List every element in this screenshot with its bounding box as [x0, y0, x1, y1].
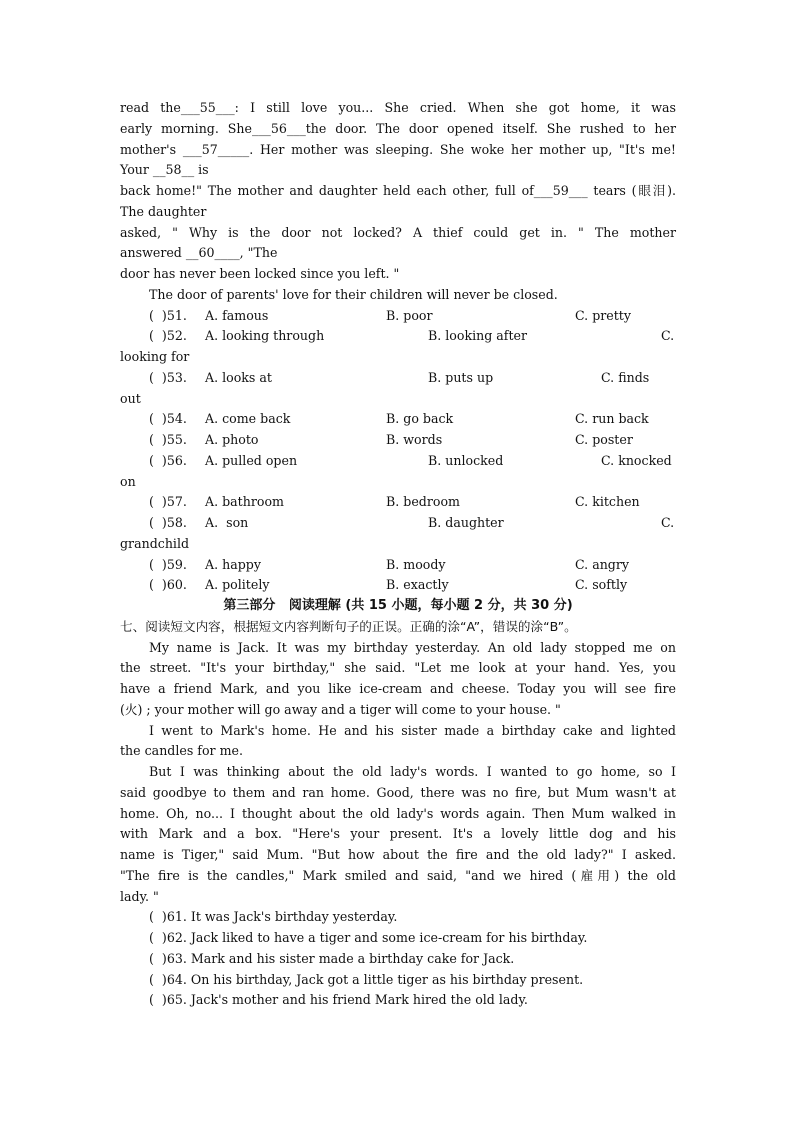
passage-line: I went to Mark's home. He and his sister made a birthday cake and lighted	[149, 722, 676, 738]
cloze-question-row	[120, 430, 676, 451]
option-c: C.	[661, 515, 675, 530]
question-number[interactable]: ( )51.	[149, 307, 187, 323]
option-a: A. pulled open	[205, 452, 298, 468]
passage-line: home. Oh, no... I thought about the old lady's words again. Then Mum walked in	[120, 805, 676, 821]
cloze-line: mother's ___57_____. Her mother was sleeping. She woke her mother up, "It's me!	[120, 141, 676, 157]
question-number[interactable]: ( )54.	[149, 411, 187, 427]
cloze-line: early morning. She___56___the door. The door opened itself. She rushed to her	[120, 120, 676, 136]
passage-line: lady. "	[120, 888, 159, 904]
passage-line: the street. "It's your birthday," she said. "Let me look at your hand. Yes, you	[120, 660, 676, 676]
passage-line: (火) ; your mother will go away and a tiger will come to your house. "	[120, 701, 561, 717]
option-b: B. poor	[386, 307, 433, 323]
option-b: B. words	[386, 432, 443, 447]
option-c: C. kitchen	[575, 494, 640, 510]
option-a: A. famous	[205, 307, 269, 323]
option-a: A. son	[205, 515, 249, 530]
cloze-question-row	[120, 451, 676, 472]
cloze-question-row	[120, 368, 676, 389]
cloze-line: read the___55___: I still love you... She cried. When she got home, it was	[120, 100, 676, 115]
option-a: A. photo	[205, 432, 259, 447]
reading-passage	[120, 638, 676, 908]
passage-line: "The fire is the candles," Mark smiled and said, "and we hired (雇用) the old	[120, 867, 676, 883]
statement-item[interactable]: ( )65. Jack's mother and his friend Mark hired the old lady.	[149, 992, 528, 1008]
cloze-question-row	[120, 326, 676, 347]
cloze-line: The daughter	[120, 203, 207, 219]
question-number[interactable]: ( )58.	[149, 515, 187, 530]
cloze-question-row	[120, 575, 676, 596]
option-a: A. bathroom	[205, 494, 284, 510]
cloze-question-row	[120, 555, 676, 576]
option-c-continued: out	[120, 390, 141, 406]
statement-item[interactable]: ( )61. It was Jack's birthday yesterday.	[149, 909, 398, 925]
option-b: B. unlocked	[428, 452, 504, 468]
cloze-line: back home!" The mother and daughter held each other, full of___59___ tears (眼泪).	[120, 183, 676, 198]
cloze-question-row	[120, 513, 676, 534]
question-number[interactable]: ( )56.	[149, 452, 187, 468]
option-a: A. politely	[205, 577, 270, 593]
statements	[120, 907, 676, 1011]
section-instruction: 七、阅读短文内容，根据短文内容判断句子的正误。正确的涂“A”，错误的涂“B”。	[120, 618, 577, 634]
passage-line: have a friend Mark, and you like ice-cream and cheese. Today you will see fire	[120, 681, 676, 696]
statement-item[interactable]: ( )63. Mark and his sister made a birthday cake for Jack.	[149, 950, 515, 966]
option-c-continued: on	[120, 473, 136, 489]
cloze-passage	[120, 98, 676, 306]
cloze-line: door has never been locked since you left. "	[120, 266, 400, 281]
cloze-line: answered __60____, "The	[120, 245, 278, 261]
option-c: C. run back	[575, 411, 649, 427]
passage-line: said goodbye to them and ran home. Good, there was no fire, but Mum wasn't at	[120, 784, 676, 800]
cloze-line: Your __58__ is	[120, 162, 209, 178]
option-b: B. puts up	[428, 369, 494, 385]
question-number[interactable]: ( )59.	[149, 556, 187, 572]
option-c: C. pretty	[575, 307, 631, 323]
passage-line: But I was thinking about the old lady's words. I wanted to go home, so I	[149, 764, 676, 779]
option-b: B. bedroom	[386, 494, 460, 510]
option-b: B. exactly	[386, 577, 449, 593]
question-number[interactable]: ( )60.	[149, 577, 187, 593]
question-number[interactable]: ( )57.	[149, 494, 187, 510]
cloze-question-row	[120, 492, 676, 513]
option-a: A. happy	[205, 556, 261, 572]
option-c: C. knocked	[601, 452, 672, 468]
cloze-question-row	[120, 306, 676, 327]
passage-line: name is Tiger," said Mum. "But how about the fire and the old lady?" I asked.	[120, 847, 676, 862]
option-c-continued: looking for	[120, 349, 190, 364]
option-c: C. poster	[575, 432, 633, 447]
passage-line: the candles for me.	[120, 743, 243, 759]
option-c-continued: grandchild	[120, 535, 190, 551]
question-number[interactable]: ( )55.	[149, 432, 187, 447]
cloze-questions	[120, 306, 676, 597]
option-b: B. moody	[386, 556, 446, 572]
option-c: C. angry	[575, 556, 630, 572]
option-c: C. softly	[575, 577, 628, 593]
passage-line: My name is Jack. It was my birthday yesterday. An old lady stopped me on	[149, 639, 676, 655]
option-b: B. daughter	[428, 515, 504, 530]
passage-line: with Mark and a box. "Here's your present. It's a lovely little dog and his	[120, 826, 676, 842]
option-c: C.	[661, 328, 675, 344]
option-b: B. looking after	[428, 328, 527, 344]
section-heading: 第三部分 阅读理解 (共 15 小题，每小题 2 分，共 30 分)	[223, 598, 573, 613]
statement-item[interactable]: ( )64. On his birthday, Jack got a little tiger as his birthday present.	[149, 971, 584, 987]
cloze-line: The door of parents' love for their children will never be closed.	[149, 286, 558, 302]
cloze-line: asked, " Why is the door not locked? A thief could get in. " The mother	[120, 224, 676, 240]
option-a: A. come back	[205, 411, 291, 427]
document-page	[120, 98, 676, 1011]
statement-item[interactable]: ( )62. Jack liked to have a tiger and some ice-cream for his birthday.	[149, 930, 588, 945]
option-a: A. looking through	[205, 328, 325, 344]
question-number[interactable]: ( )53.	[149, 369, 187, 385]
option-a: A. looks at	[205, 369, 272, 385]
cloze-question-row	[120, 409, 676, 430]
question-number[interactable]: ( )52.	[149, 328, 187, 344]
option-c: C. finds	[601, 369, 650, 385]
option-b: B. go back	[386, 411, 454, 427]
